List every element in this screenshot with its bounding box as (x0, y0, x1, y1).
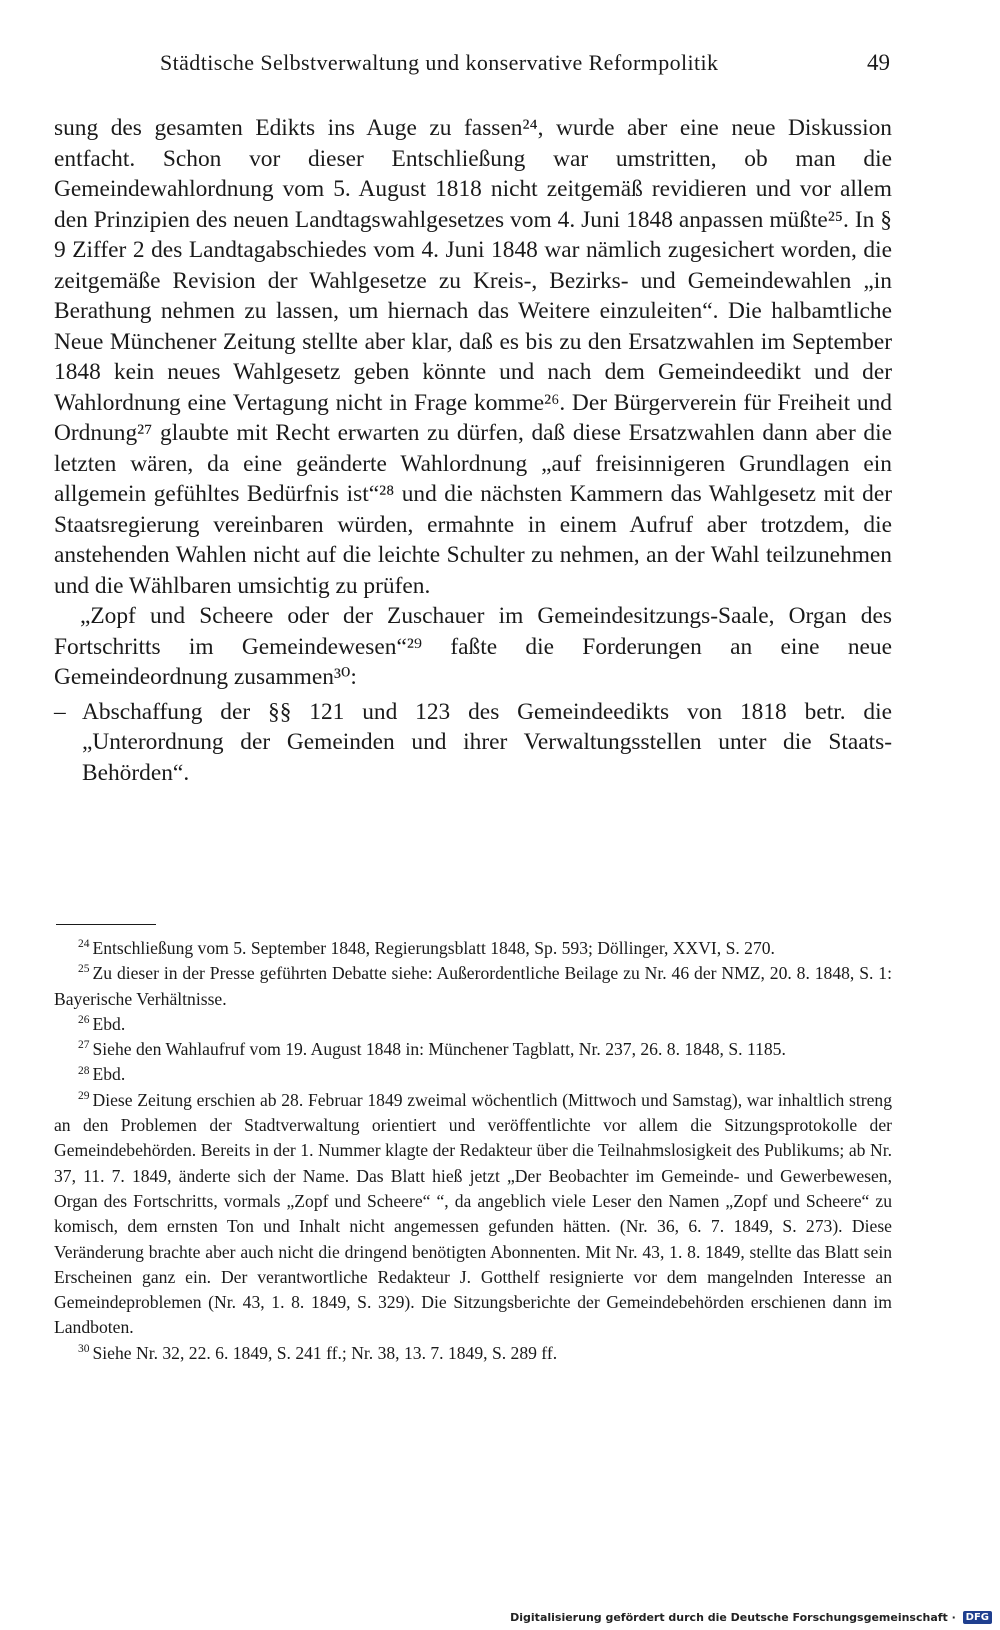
footnote-29 (54, 1088, 892, 1341)
digitization-credit (510, 1611, 992, 1625)
running-title: Städtische Selbstverwaltung und konservative Reformpolitik (160, 50, 719, 75)
paragraph-1: sung des gesamten Edikts ins Auge zu fassen²⁴, wurde aber eine neue Diskussion entfacht. Schon vor dieser Entschließung war umstritten, ob man die Gemeindewahlordnung vom 5. August 1818 nicht zeitgemäß revidieren und vor allem den Prinzipien des neuen Landtagswahlgesetzes vom 4. Juni 1848 anpassen müßte²⁵. In § 9 Ziffer 2 des Landtagabschiedes vom 4. Juni 1848 war nämlich zugesichert worden, die zeitgemäße Revision der Wahlgesetze zu Kreis-, Bezirks- und Gemeindewahlen „in Berathung nehmen zu lassen, um hiernach das Weitere einzuleiten“. Die halbamtliche Neue Münchener Zeitung stellte aber klar, daß es bis zu den Ersatzwahlen im September 1848 kein neues Wahlgesetz geben könnte und nach dem Gemeindeedikt und der Wahlordnung eine Vertagung nicht in Frage komme²⁶. Der Bürgerverein für Freiheit und Ordnung²⁷ glaubte mit Recht erwarten zu dürfen, daß diese Ersatzwahlen dann aber die letzten wären, da eine geänderte Wahlordnung „auf freisinnigeren Grundlagen ein allgemein gefühltes Bedürfnis ist“²⁸ und die nächsten Kammern das Wahlgesetz mit der Staatsregierung vereinbaren würden, ermahnte in einem Aufruf aber trotzdem, die anstehenden Wahlen nicht auf die leichte Schulter zu nehmen, an der Wahl teilzunehmen und die Wählbaren umsichtig zu prüfen. (54, 115, 892, 599)
footnote-text: Ebd. (92, 1064, 126, 1085)
footnote-number: 26 (78, 1014, 90, 1027)
footnote-text: Diese Zeitung erschien ab 28. Februar 1849 zweimal wöchentlich (Mittwoch und Samstag), war inhaltlich streng an den Problemen der Stadtverwaltung orientiert und veröffentlichte vor allem die Sitzungsprotokolle der Gemeindebehörden. Bereits in der 1. Nummer klagte der Redakteur über die Teilnahmslosigkeit des Publikums; ab Nr. 37, 11. 7. 1849, änderte sich der Name. Das Blatt hieß jetzt „Der Beobachter im Gemeinde- und Gewerbewesen, Organ des Fortschritts, vormals „Zopf und Scheere“ “, da angeblich viele Leser den Namen „Zopf und Scheere“ zu komisch, dem ernsten Ton und Inhalt nicht angemessen gefunden hätten. (Nr. 36, 6. 7. 1849, S. 273). Diese Veränderung brachte aber auch nicht die dringend benötigten Abonnenten. Mit Nr. 43, 1. 8. 1849, stellte das Blatt sein Erscheinen ganz ein. Der verantwortliche Redakteur J. Gotthelf resignierte vor dem mangelnden Interesse an Gemeindeproblemen (Nr. 43, 1. 8. 1849, S. 329). Die Sitzungsberichte der Gemeindebehörden erschienen dann im Landboten. (54, 1089, 892, 1338)
main-text (54, 113, 892, 788)
footnote-number: 27 (78, 1039, 90, 1052)
footnote-number: 24 (78, 938, 90, 951)
footnote-text: Ebd. (92, 1013, 126, 1034)
footnote-30 (54, 1341, 892, 1366)
footnote-27 (54, 1037, 892, 1062)
footnote-text: Zu dieser in der Presse geführten Debatte siehe: Außerordentliche Beilage zu Nr. 46 der NMZ, 20. 8. 1848, S. 1: Bayerische Verhältnisse. (54, 963, 892, 1009)
footnote-26 (54, 1012, 892, 1037)
footnote-28 (54, 1062, 892, 1087)
footnote-text: Siehe den Wahlaufruf vom 19. August 1848 in: Münchener Tagblatt, Nr. 237, 26. 8. 1848, S. 1185. (92, 1039, 786, 1060)
footnote-text: Siehe Nr. 32, 22. 6. 1849, S. 241 ff.; Nr. 38, 13. 7. 1849, S. 289 ff. (92, 1342, 558, 1363)
footnotes (54, 936, 892, 1366)
paragraph-2: „Zopf und Scheere oder der Zuschauer im Gemeindesitzungs-Saale, Organ des Fortschritts im Gemeindewesen“²⁹ faßte die Forderungen an eine neue Gemeindeordnung zusammen³⁰: (54, 603, 892, 690)
footnote-24 (54, 936, 892, 961)
footnote-text: Entschließung vom 5. September 1848, Regierungsblatt 1848, Sp. 593; Döllinger, XXVI, S. 270. (92, 938, 775, 958)
list-item-text: Abschaffung der §§ 121 und 123 des Gemeindeedikts von 1818 betr. die „Unterordnung der Gemeinden und ihrer Verwaltungsstellen unter die Staats-Behörden“. (82, 698, 892, 786)
footnote-number: 30 (78, 1342, 90, 1355)
footnote-number: 28 (78, 1064, 90, 1077)
footnote-25 (54, 961, 892, 1012)
digitization-credit-text: Digitalisierung gefördert durch die Deutsche Forschungsgemeinschaft · (510, 1610, 956, 1624)
footnote-number: 29 (78, 1089, 90, 1102)
list-dash: – (54, 698, 66, 725)
list-item (54, 697, 892, 789)
footnote-rule (56, 924, 156, 925)
running-header (54, 50, 890, 86)
dfg-logo: DFG (963, 1611, 992, 1624)
footnote-number: 25 (78, 963, 90, 976)
page-number: 49 (867, 50, 890, 75)
